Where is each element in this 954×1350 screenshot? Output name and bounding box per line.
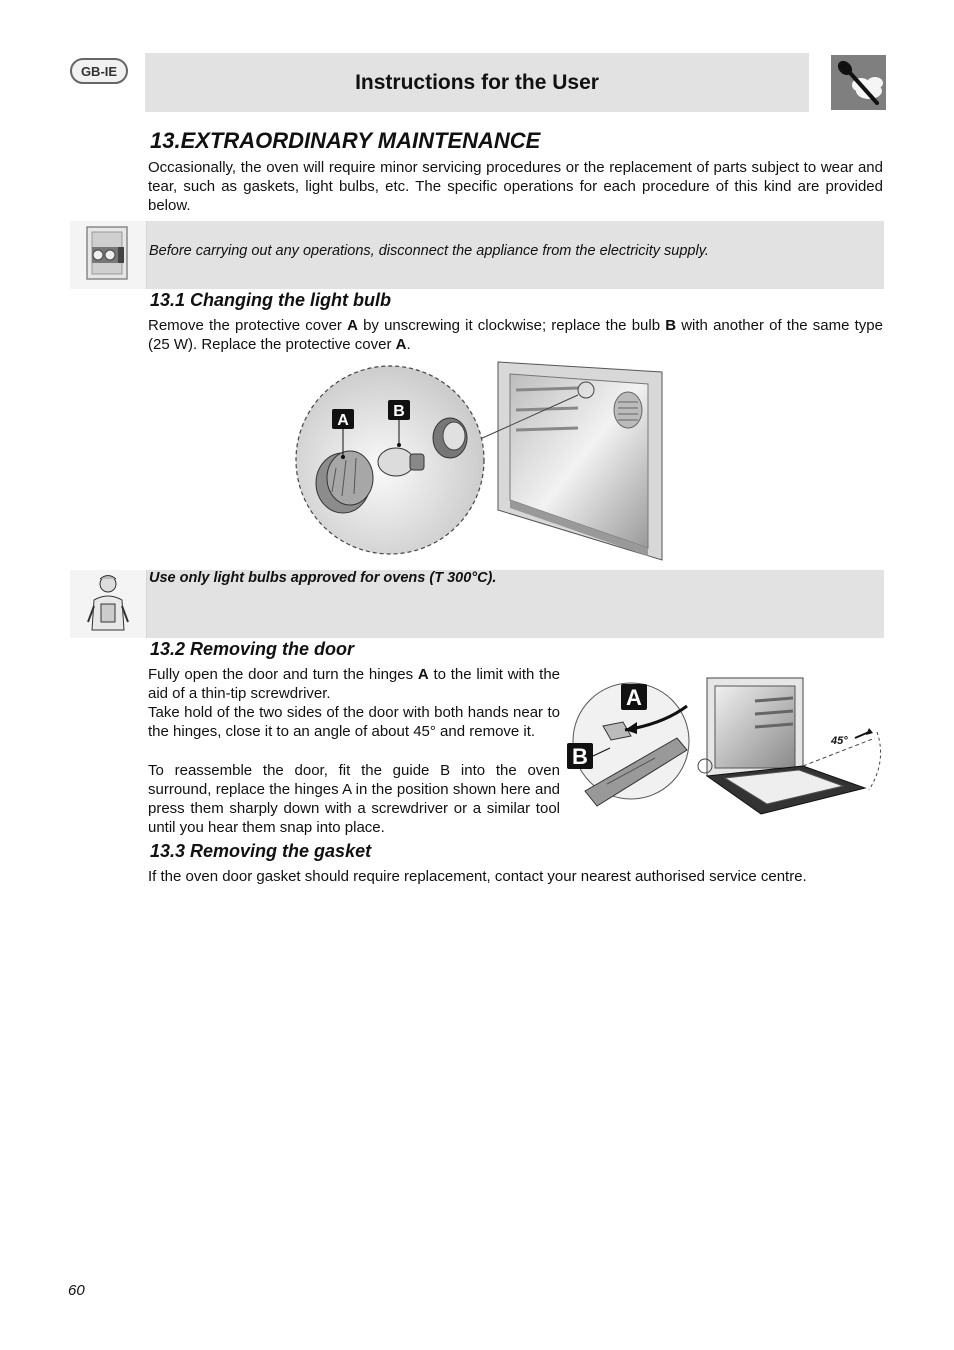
angle-label: 45° [831, 735, 848, 747]
oven-cavity-drawing [498, 362, 662, 560]
gasket-paragraph: If the oven door gasket should require replacement, contact your nearest authorised service centre. [148, 868, 807, 885]
subsection-title-gasket: 13.3 Removing the gasket [150, 841, 372, 861]
door-removal-illustration [565, 666, 890, 818]
light-bulb-illustration [288, 360, 668, 565]
electric-socket-icon [70, 221, 147, 289]
door-paragraph-1: Fully open the door and turn the hinges A to the limit with the aid of a thin-tip screwdriver. [148, 666, 561, 702]
light-bulb-paragraph: Remove the protective cover A by unscrewing it clockwise; replace the bulb B with another of the same type (25 W). Replace the protective cover A. [148, 317, 883, 353]
header-title: Instructions for the User [355, 70, 599, 94]
door-figure-label-b: B [572, 744, 588, 769]
warning-text: Before carrying out any operations, disconnect the appliance from the electricity supply. [149, 243, 709, 259]
door-figure-label-a: A [626, 685, 642, 710]
technician-icon [70, 570, 147, 638]
oven-with-open-door-drawing [698, 678, 881, 814]
language-badge: GB-IE [70, 58, 128, 84]
header-bar [145, 53, 809, 112]
door-paragraph-3: To reassemble the door, fit the guide B into the oven surround, replace the hinges A in the position shown here and press them sharply down with a screwdriver or a similar tool until you hear them snap into place. [148, 762, 560, 836]
subsection-title-light-bulb: 13.1 Changing the light bulb [150, 290, 391, 310]
intro-paragraph: Occasionally, the oven will require minor servicing procedures or the replacement of parts subject to wear and tear, such as gaskets, light bulbs, etc. The specific operations for each procedure of this kind are provided below. [148, 159, 883, 214]
lamp-socket-drawing [433, 418, 467, 458]
page-number: 60 [68, 1282, 85, 1299]
door-paragraph-2: Take hold of the two sides of the door with both hands near to the hinges, close it to an angle of about 45° and remove it. [148, 704, 560, 740]
figure-label-b: B [393, 403, 405, 420]
warning-notice [70, 221, 884, 289]
note-text: Use only light bulbs approved for ovens (T 300°C). [149, 570, 497, 586]
chef-hat-spoon-icon [831, 55, 886, 110]
section-title: 13.EXTRAORDINARY MAINTENANCE [150, 128, 541, 153]
figure-label-a: A [337, 412, 349, 429]
note-notice [70, 570, 884, 638]
subsection-title-door: 13.2 Removing the door [150, 639, 355, 659]
